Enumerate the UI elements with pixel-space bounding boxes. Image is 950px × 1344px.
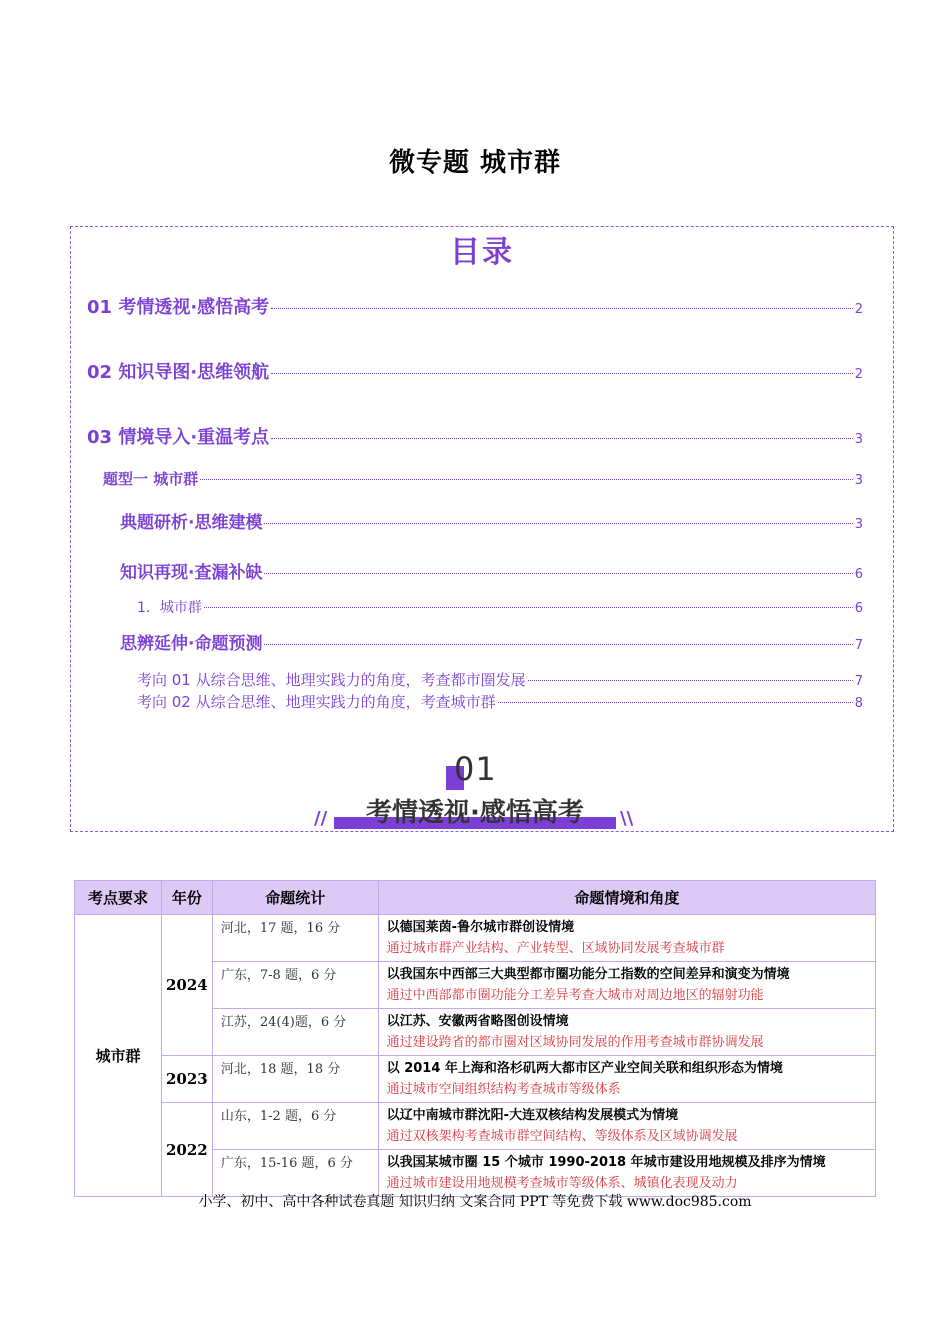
toc-leader	[498, 702, 853, 703]
angle-cell	[378, 1150, 875, 1197]
toc-leader	[264, 644, 852, 645]
stat-cell: 广东，7-8 题，6 分	[212, 962, 378, 1009]
toc-page-number: 3	[854, 517, 863, 532]
angle-cell	[378, 1103, 875, 1150]
toc-entry-label: 典题研析·思维建模	[120, 513, 263, 533]
page-footer: 小学、初中、高中各种试卷真题 知识归纳 文案合同 PPT 等免费下载 www.doc985.com	[198, 1194, 752, 1210]
context-text: 以我国东中西部三大典型都市圈功能分工指数的空间差异和演变为情境	[386, 967, 790, 982]
document-title: 微专题 城市群	[388, 148, 562, 178]
toc-entry[interactable]	[87, 358, 863, 384]
toc-entry[interactable]	[87, 293, 863, 319]
toc-entry-label: 题型一 城市群	[103, 470, 199, 488]
toc-entry[interactable]	[137, 691, 863, 712]
toc-page-number: 7	[854, 674, 863, 689]
context-text: 以辽中南城市群沈阳-大连双核结构发展模式为情境	[386, 1108, 679, 1123]
toc-leader	[264, 523, 852, 524]
toc-entry[interactable]	[120, 629, 863, 654]
toc-entry[interactable]	[137, 597, 863, 617]
angle-text: 通过建设跨省的都市圈对区域协同发展的作用考查城市群协调发展	[386, 1035, 764, 1050]
section-slash-right: \\	[620, 808, 634, 829]
exam-analysis-table	[74, 880, 876, 1197]
toc-entry[interactable]	[137, 669, 863, 690]
year-cell: 2024	[161, 915, 212, 1056]
stat-cell: 山东，1-2 题，6 分	[212, 1103, 378, 1150]
column-header: 年份	[161, 881, 212, 915]
toc-page-number: 6	[854, 567, 863, 582]
angle-text: 通过城市群产业结构、产业转型、区域协同发展考查城市群	[386, 941, 725, 956]
table-row	[75, 1103, 876, 1150]
angle-text: 通过城市空间组织结构考查城市等级体系	[386, 1082, 621, 1097]
toc-entry-label: 考向 02 从综合思维、地理实践力的角度，考查城市群	[137, 693, 496, 711]
section-title: 考情透视·感悟高考	[366, 798, 584, 828]
toc-leader	[528, 680, 853, 681]
table-header-row	[75, 881, 876, 915]
toc-page-number: 3	[854, 432, 863, 447]
column-header: 命题情境和角度	[378, 881, 875, 915]
toc-leader	[204, 607, 853, 608]
year-cell: 2023	[161, 1056, 212, 1103]
toc-entry[interactable]	[120, 558, 863, 583]
toc-page-number: 7	[854, 638, 863, 653]
toc-entry-label: 03 情境导入·重温考点	[87, 427, 270, 448]
section-slash-left: //	[314, 808, 328, 829]
stat-cell: 江苏，24(4)题，6 分	[212, 1009, 378, 1056]
toc-entry[interactable]	[120, 508, 863, 533]
toc-page-number: 2	[854, 367, 863, 382]
stat-cell: 广东，15-16 题，6 分	[212, 1150, 378, 1197]
stat-cell: 河北，18 题，18 分	[212, 1056, 378, 1103]
angle-text: 通过中西部都市圈功能分工差异考查大城市对周边地区的辐射功能	[386, 988, 764, 1003]
toc-page-number: 6	[854, 601, 863, 616]
angle-cell	[378, 1056, 875, 1103]
toc-leader	[271, 373, 853, 374]
stat-cell: 河北，17 题，16 分	[212, 915, 378, 962]
column-header: 考点要求	[75, 881, 162, 915]
toc-heading: 目录	[450, 235, 514, 270]
toc-entry-label: 知识再现·查漏补缺	[120, 563, 263, 583]
table-row	[75, 915, 876, 962]
toc-page-number: 8	[854, 696, 863, 711]
toc-entry-label: 考向 01 从综合思维、地理实践力的角度，考查都市圈发展	[137, 671, 526, 689]
angle-text: 通过城市建设用地规模考查城市等级体系、城镇化表现及动力	[386, 1176, 738, 1191]
context-text: 以我国某城市圈 15 个城市 1990-2018 年城市建设用地规模及排序为情境	[386, 1155, 826, 1170]
toc-leader	[271, 308, 853, 309]
year-cell: 2022	[161, 1103, 212, 1197]
toc-entry[interactable]	[103, 468, 863, 489]
toc-leader	[264, 573, 852, 574]
toc-entry-label: 01 考情透视·感悟高考	[87, 297, 270, 318]
context-text: 以江苏、安徽两省略图创设情境	[386, 1014, 569, 1029]
section-number: 01	[454, 750, 497, 788]
angle-cell	[378, 962, 875, 1009]
angle-text: 通过双核架构考查城市群空间结构、等级体系及区域协调发展	[386, 1129, 738, 1144]
toc-leader	[200, 479, 852, 480]
context-text: 以德国莱茵-鲁尔城市群创设情境	[386, 920, 575, 935]
category-cell: 城市群	[75, 915, 162, 1197]
column-header: 命题统计	[212, 881, 378, 915]
angle-cell	[378, 1009, 875, 1056]
table-row	[75, 1056, 876, 1103]
toc-page-number: 3	[854, 473, 863, 488]
toc-leader	[271, 438, 853, 439]
toc-entry-label: 1．城市群	[137, 600, 202, 616]
context-text: 以 2014 年上海和洛杉矶两大都市区产业空间关联和组织形态为情境	[386, 1061, 783, 1076]
toc-entry-label: 02 知识导图·思维领航	[87, 362, 270, 383]
angle-cell	[378, 915, 875, 962]
toc-entry[interactable]	[87, 423, 863, 449]
toc-page-number: 2	[854, 302, 863, 317]
table-of-contents	[70, 226, 894, 832]
toc-entry-label: 思辨延伸·命题预测	[120, 634, 263, 654]
